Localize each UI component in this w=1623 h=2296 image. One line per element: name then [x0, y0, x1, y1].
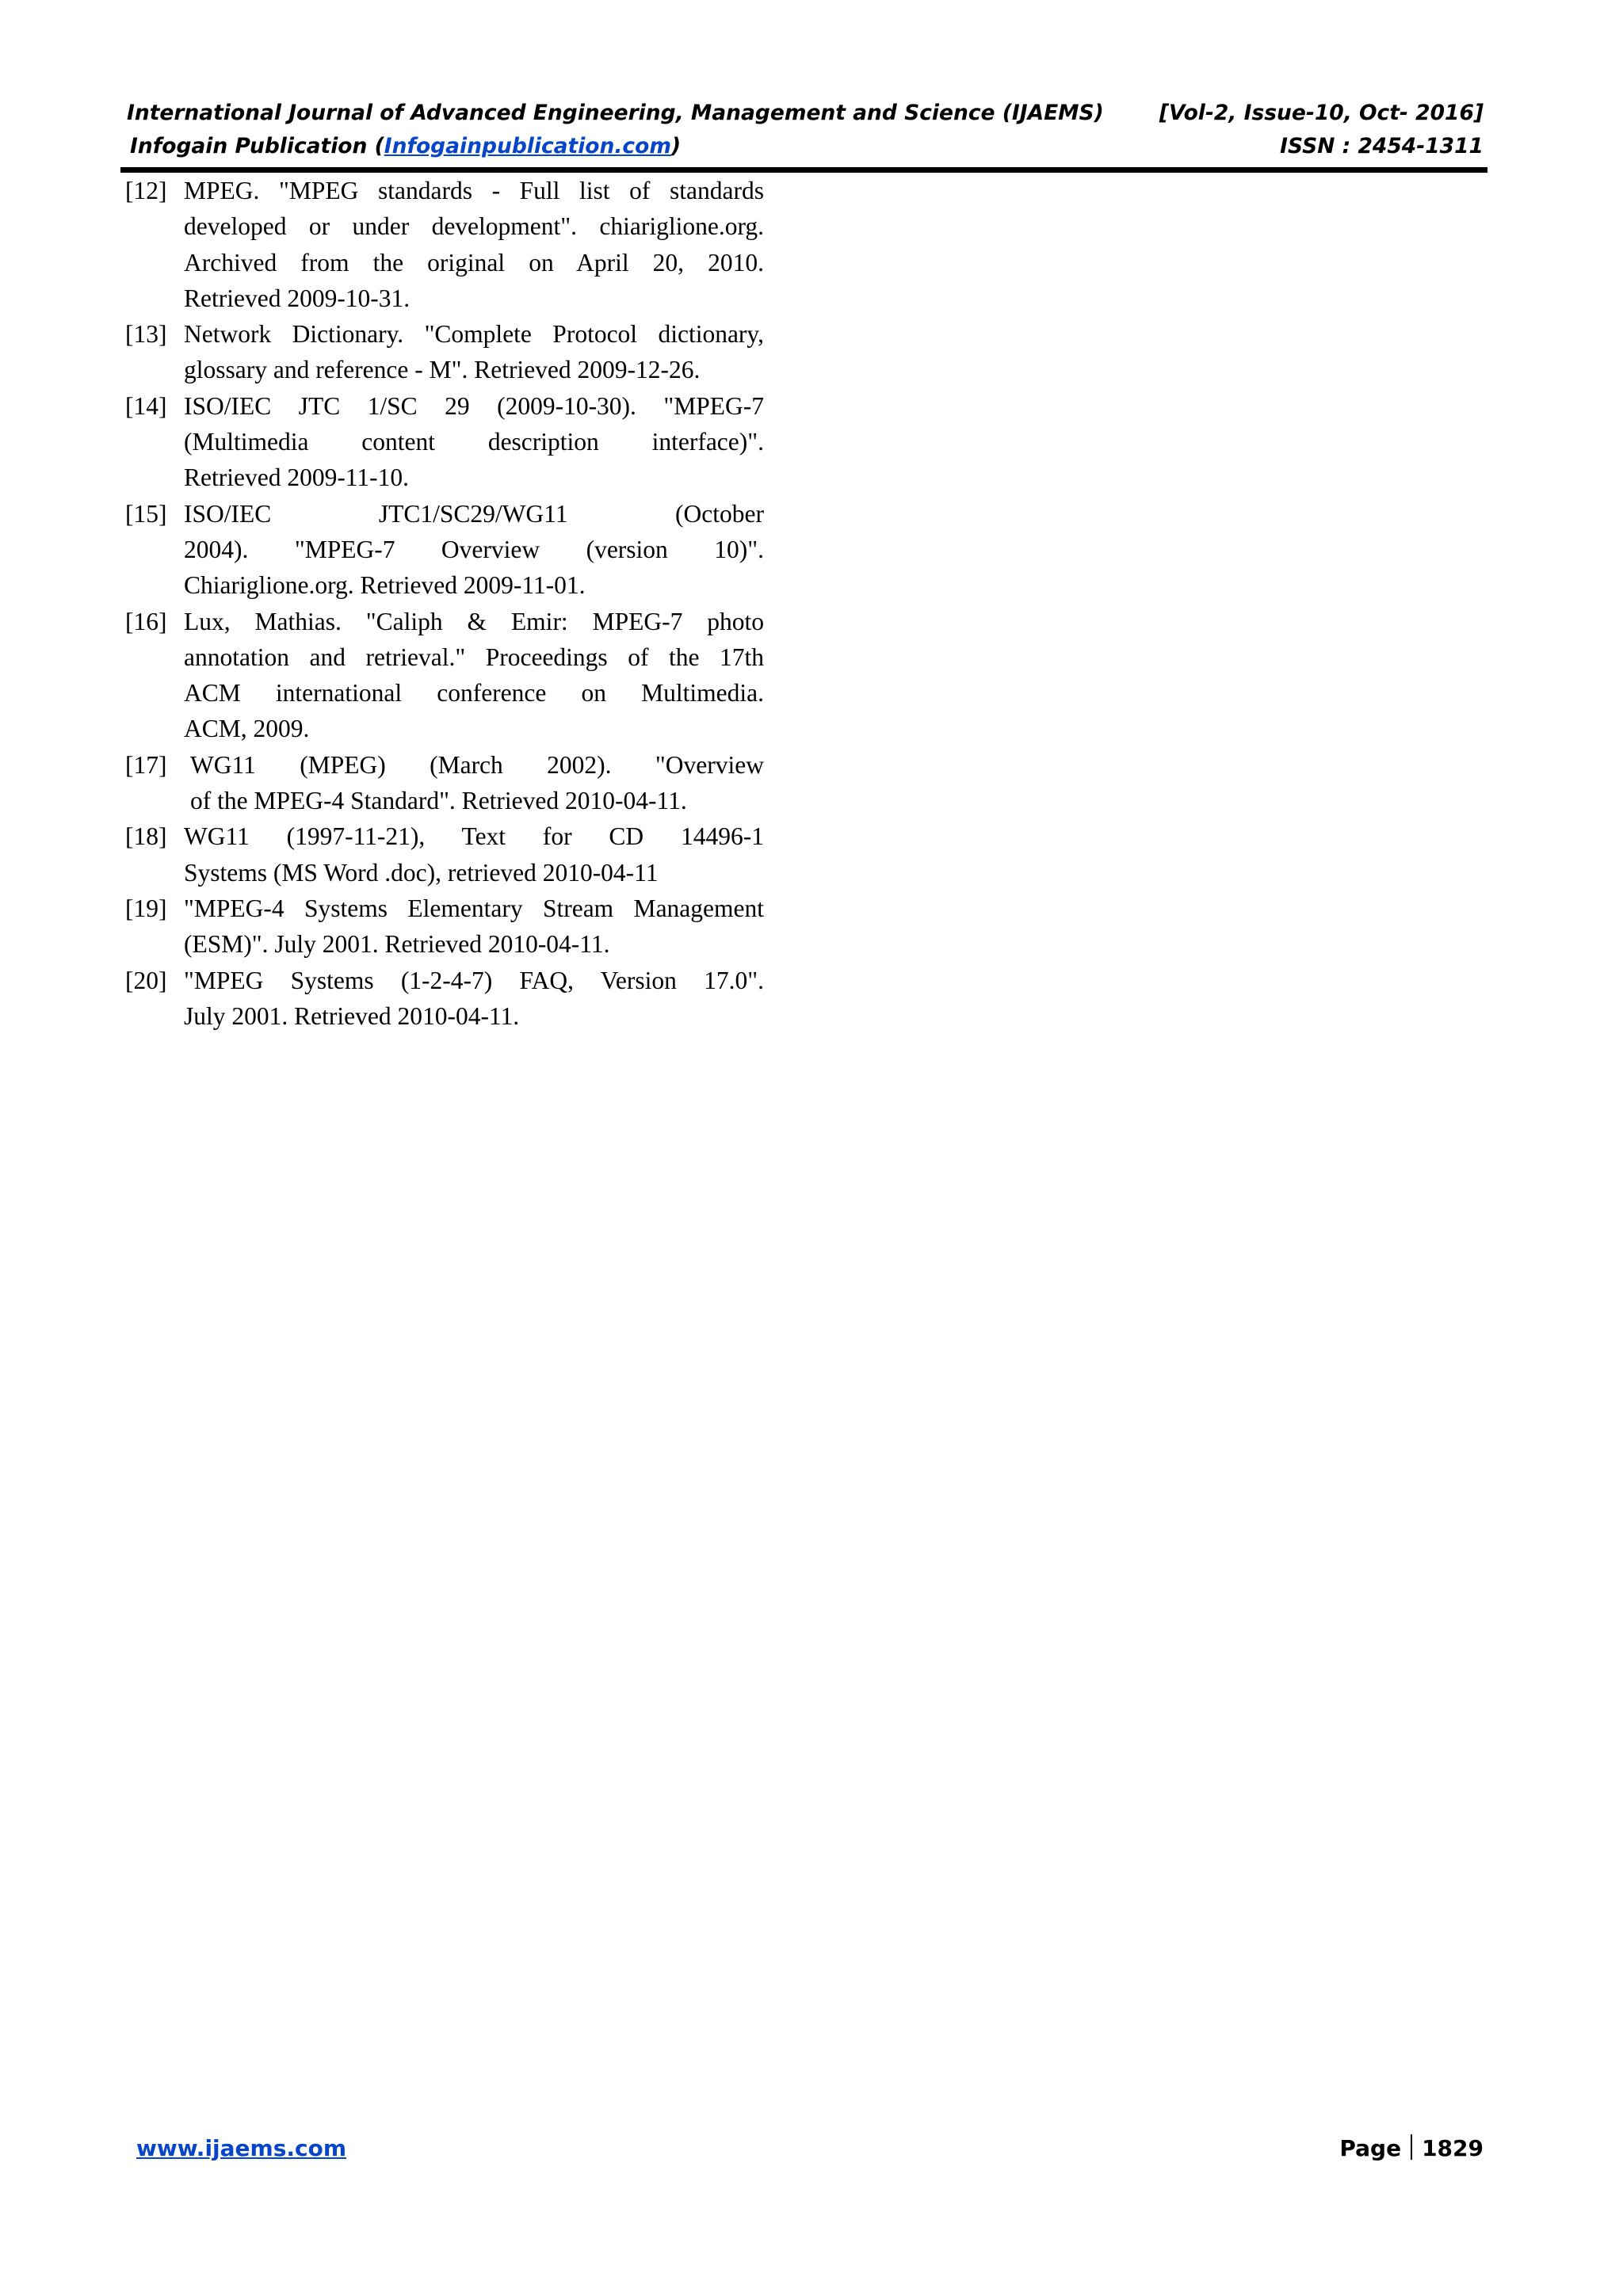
publisher-prefix: Infogain Publication ( [130, 134, 384, 158]
reference-line: annotation and retrieval." Proceedings of the 17th [184, 643, 764, 671]
reference-item [125, 963, 764, 1035]
reference-text [184, 747, 764, 819]
publisher-link[interactable]: Infogainpublication.com [384, 134, 671, 158]
reference-number: [13] [125, 320, 167, 349]
reference-line: Retrieved 2009-10-31. [184, 284, 411, 312]
page-footer [136, 2133, 1484, 2164]
reference-item [125, 173, 764, 316]
reference-line: developed or under development". chiariglione.org. [184, 212, 764, 241]
issn: ISSN : 2454-1311 [1280, 134, 1484, 158]
reference-text [184, 173, 764, 316]
reference-text [184, 818, 764, 891]
reference-line: WG11 (MPEG) (March 2002). "Overview [190, 750, 764, 779]
reference-line: 2004). "MPEG-7 Overview (version 10)". [184, 535, 764, 563]
running-header [127, 97, 1484, 163]
reference-text [184, 316, 764, 388]
reference-number: [20] [125, 966, 167, 994]
reference-number: [18] [125, 822, 167, 851]
reference-list [125, 173, 764, 1034]
reference-line: July 2001. Retrieved 2010-04-11. [184, 1001, 520, 1030]
reference-item [125, 496, 764, 604]
reference-item [125, 747, 764, 819]
reference-number: [14] [125, 391, 167, 420]
reference-item [125, 604, 764, 747]
reference-text [184, 496, 764, 604]
page-indicator [1339, 2133, 1484, 2164]
reference-line: Archived from the original on April 20, 2010. [184, 248, 764, 277]
reference-line: (Multimedia content description interface)". [184, 428, 764, 456]
reference-number: [12] [125, 177, 167, 204]
reference-item [125, 891, 764, 963]
reference-item [125, 316, 764, 388]
reference-line: ACM, 2009. [184, 715, 310, 743]
page-separator [1411, 2134, 1412, 2160]
reference-item [125, 388, 764, 496]
reference-line: Systems (MS Word .doc), retrieved 2010-04-11 [184, 858, 659, 887]
reference-line: ACM international conference on Multimedia. [184, 679, 764, 707]
page-label: Page [1339, 2135, 1402, 2161]
reference-text [184, 604, 764, 747]
header-row-publisher [127, 130, 1484, 163]
reference-text [184, 388, 764, 496]
reference-line: ISO/IEC JTC1/SC29/WG11 (October [184, 499, 764, 528]
website-link[interactable]: www.ijaems.com [136, 2135, 347, 2161]
reference-line: glossary and reference - M". Retrieved 2009-12-26. [184, 356, 701, 384]
journal-title: International Journal of Advanced Engineering, Management and Science (IJAEMS) [127, 101, 1104, 125]
reference-line: Chiariglione.org. Retrieved 2009-11-01. [184, 571, 586, 600]
reference-text [184, 963, 764, 1035]
header-row-journal [127, 97, 1484, 130]
reference-line: ISO/IEC JTC 1/SC 29 (2009-10-30). "MPEG-7 [184, 391, 764, 420]
volume-issue: [Vol-2, Issue-10, Oct- 2016] [1159, 101, 1484, 125]
reference-item [125, 818, 764, 891]
reference-line: Network Dictionary. "Complete Protocol dictionary, [184, 320, 764, 349]
reference-line: "MPEG-4 Systems Elementary Stream Management [184, 894, 764, 922]
reference-line: WG11 (1997-11-21), Text for CD 14496-1 [184, 822, 764, 851]
publisher [130, 130, 681, 163]
reference-line: Retrieved 2009-11-10. [184, 463, 410, 492]
publisher-suffix: ) [670, 134, 682, 158]
reference-number: [19] [125, 894, 167, 922]
reference-line: Lux, Mathias. "Caliph & Emir: MPEG-7 photo [184, 607, 764, 635]
reference-line: of the MPEG-4 Standard". Retrieved 2010-04-11. [190, 787, 687, 815]
reference-text [184, 891, 764, 963]
reference-number: [16] [125, 607, 167, 635]
reference-line: (ESM)". July 2001. Retrieved 2010-04-11. [184, 930, 610, 959]
reference-line: "MPEG Systems (1-2-4-7) FAQ, Version 17.0". [184, 966, 764, 994]
header-divider [120, 167, 1487, 173]
reference-number: [15] [125, 499, 167, 528]
reference-line: MPEG. "MPEG standards - Full list of standards [184, 177, 764, 204]
page-number: 1829 [1422, 2135, 1484, 2161]
reference-number: [17] [125, 750, 167, 779]
